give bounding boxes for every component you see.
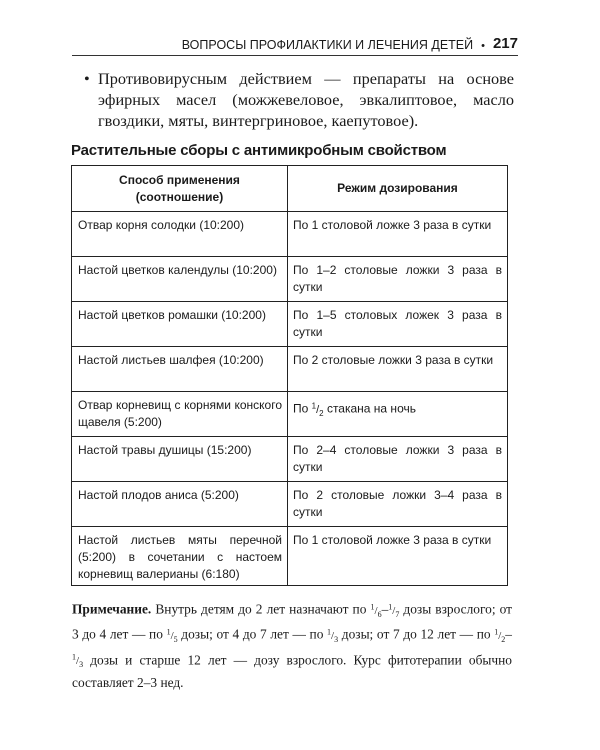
running-title: ВОПРОСЫ ПРОФИЛАКТИКИ И ЛЕЧЕНИЯ ДЕТЕЙ [181, 38, 474, 52]
table-title: Растительные сборы с антимикробным свойством [71, 142, 447, 159]
fraction-numerator: 1 [494, 627, 499, 637]
note-text: дозы взрослого; от 3 до 4 лет — по [72, 601, 512, 642]
header-separator: • [481, 40, 485, 52]
dose-fraction: $^1/_2$ [311, 401, 324, 418]
fraction: $^1/_7$ [388, 602, 400, 619]
note-text: дозы и старше 12 лет — дозу взрослого. Курс фитотерапии обычно составляет 2–3 нед. [72, 652, 512, 691]
table-row [72, 302, 508, 347]
table-row [72, 482, 508, 527]
bullet-text: Противовирусным действием — препараты на основе эфирных масел (можжевеловое, эвкалиптовое, масло гвоздики, мяты, винтергриновое, каепутовое). [98, 69, 514, 130]
dose-cell: По 2 столовые ложки 3 раза в сутки [288, 347, 508, 392]
range-dash: – [505, 627, 512, 642]
fraction-denominator: 5 [173, 635, 178, 645]
method-cell: Настой цветков ромашки (10:200) [72, 302, 288, 347]
table-row [72, 212, 508, 257]
dose-prefix: По [293, 401, 312, 416]
table-row [72, 437, 508, 482]
footnote [72, 598, 512, 692]
fraction-numerator: 1 [166, 627, 171, 637]
fraction: $^1/_3$ [72, 652, 84, 670]
header-method: Способ применения (соотношение) [72, 166, 288, 212]
fraction: $^1/_5$ [166, 627, 178, 645]
fraction: $^1/_3$ [327, 627, 339, 645]
dose-cell: По 1–2 столовые ложки 3 раза в сутки [288, 257, 508, 302]
dose-cell: По 1 столовой ложке 3 раза в сутки [288, 212, 508, 257]
note-text: Внутрь детям до 2 лет назначают по [151, 601, 371, 617]
dose-suffix: стакана на ночь [323, 401, 416, 416]
page-number: 217 [492, 35, 518, 52]
table-row [72, 257, 508, 302]
bullet-item [84, 68, 514, 131]
herbal-table [71, 165, 508, 586]
dose-cell: По 2–4 столовые ложки 3 раза в сутки [288, 437, 508, 482]
fraction-numerator: 1 [388, 602, 393, 611]
method-cell: Настой листьев шалфея (10:200) [72, 347, 288, 392]
fraction-numerator: 1 [311, 401, 317, 410]
method-cell: Настой цветков календулы (10:200) [72, 257, 288, 302]
fraction-denominator: 3 [334, 635, 339, 645]
method-cell: Настой травы душицы (15:200) [72, 437, 288, 482]
dose-cell: По 1–5 столовых ложек 3 раза в сутки [288, 302, 508, 347]
fraction-denominator: 7 [395, 609, 400, 619]
fraction-denominator: 6 [377, 609, 382, 619]
fraction-denominator: 2 [501, 635, 506, 645]
fraction-denominator: 3 [79, 660, 84, 670]
method-cell: Отвар корневищ с корнями конского щавеля (5:200) [72, 392, 288, 437]
fraction-denominator: 2 [319, 408, 324, 418]
table-row [72, 347, 508, 392]
bullet-marker: • [84, 69, 90, 88]
table-row [72, 527, 508, 586]
dose-cell: По 2 столовые ложки 3–4 раза в сутки [288, 482, 508, 527]
method-cell: Отвар корня солодки (10:200) [72, 212, 288, 257]
method-cell: Настой плодов аниса (5:200) [72, 482, 288, 527]
fraction-numerator: 1 [327, 627, 332, 637]
note-text: дозы; от 4 до 7 лет — по [177, 627, 328, 642]
table-row [72, 392, 508, 437]
header-dose: Режим дозирования [288, 166, 508, 212]
range-dash: – [381, 601, 389, 617]
fraction: $^1/_6$ [370, 602, 382, 619]
dose-cell: По 1 столовой ложке 3 раза в сутки [288, 527, 508, 586]
method-cell: Настой листьев мяты перечной (5:200) в сочетании с настоем корневищ валерианы (6:180) [72, 527, 288, 586]
fraction: $^1/_2$ [494, 627, 506, 645]
table-header-row [72, 166, 508, 212]
running-header [72, 32, 518, 56]
dose-cell [288, 392, 508, 437]
fraction-numerator: 1 [370, 602, 375, 611]
fraction-numerator: 1 [72, 652, 76, 662]
note-label: Примечание. [72, 601, 152, 617]
note-text: дозы; от 7 до 12 лет — по [338, 627, 495, 642]
